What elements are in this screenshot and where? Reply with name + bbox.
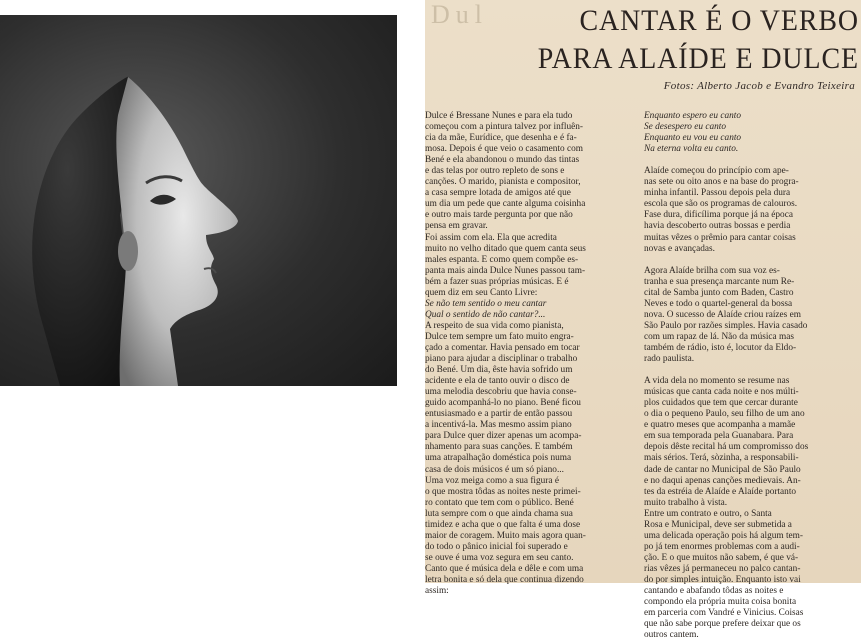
article-line: maior de coragem. Muito mais agora quan- xyxy=(425,530,586,541)
article-line: tes da estréia de Alaíde e Alaíde portanto xyxy=(644,486,797,497)
article-column-right xyxy=(644,111,858,641)
newspaper-clipping xyxy=(425,0,861,641)
article-line xyxy=(644,155,858,166)
woman-profile-image xyxy=(0,15,397,386)
article-line: panta mais ainda Dulce Nunes passou tam- xyxy=(425,265,586,276)
article-line: Agora Alaíde brilha com sua voz es- xyxy=(644,265,780,276)
article-line: rado paulista. xyxy=(644,354,695,365)
article-line: muito trabalho à vista. xyxy=(644,497,728,508)
article-line: Alaíde começou do princípio com ape- xyxy=(644,166,789,177)
article-line: luta sempre com o que ainda chama sua xyxy=(425,508,573,519)
article-line xyxy=(644,365,858,376)
article-line: e outro mais tarde pergunta por que não xyxy=(425,210,573,221)
article-line: também de rádio, isto é, locutor da Eldo- xyxy=(644,342,797,353)
article-line: pensa em gravar. xyxy=(425,221,488,232)
article-line: cital de Samba junto com Baden, Castro xyxy=(644,287,794,298)
article-line: Neves e todo o quartel-general da bossa xyxy=(644,298,793,309)
headline-line-2: PARA ALAÍDE E DULCE xyxy=(537,42,859,75)
portrait-photo xyxy=(0,15,397,386)
article-line: Bené e ela abandonou o mundo das tintas xyxy=(425,155,580,166)
article-line: minha infantil. Passou depois pela dura xyxy=(644,188,791,199)
article-line: havia descoberto outras bossas e perdia xyxy=(644,221,791,232)
headline-line-1: CANTAR É O VERBO xyxy=(579,4,859,37)
article-line: depois dêste recital há um compromisso dos xyxy=(644,442,809,453)
article-line: Qual o sentido de não cantar?... xyxy=(425,309,546,320)
show-through-text: Dul xyxy=(431,0,488,29)
article-line: o que mostra tôdas as noites neste primei- xyxy=(425,486,581,497)
article-line xyxy=(644,255,858,266)
article-line: e quatro meses que acompanha a mamãe xyxy=(644,420,796,431)
article-line: a casa sempre lotada de amigos até que xyxy=(425,188,571,199)
article-line: nhamento para suas canções. E também xyxy=(425,442,573,453)
article-column-left xyxy=(425,111,633,597)
article-line: casa de dois músicos é um só piano... xyxy=(425,464,564,475)
article-line: em parceria com Vandré e Vinicius. Coisas xyxy=(644,608,804,619)
article-line: ção. E o que muitos não sabem, é que vá- xyxy=(644,552,799,563)
article-line: muito no velho ditado que quem canta seus xyxy=(425,243,586,254)
article-line: uma atrapalhação doméstica pois numa xyxy=(425,453,572,464)
article-line: bém a fazer suas próprias músicas. E é xyxy=(425,276,569,287)
article-line: Dulce tem sempre um fato muito engra- xyxy=(425,331,574,342)
article-line: São Paulo por razões simples. Havia casado xyxy=(644,320,808,331)
article-line: Na eterna volta eu canto. xyxy=(644,144,739,155)
article-line: um dia um pede que cante alguma coisinha xyxy=(425,199,586,210)
article-line: cantando e abafando tôdas as noites e xyxy=(644,586,784,597)
article-line: do Bené. Um dia, êste havia sofrido um xyxy=(425,365,573,376)
article-line: entusiasmado e a partir de então passou xyxy=(425,409,573,420)
headline xyxy=(513,2,859,78)
article-line: muitas vêzes o prêmio para cantar coisas xyxy=(644,232,796,243)
article-line: ro contato que tem com o público. Bené xyxy=(425,497,574,508)
article-line: e no daqui apenas canções medievais. An- xyxy=(644,475,801,486)
article-line: Entre um contrato e outro, o Santa xyxy=(644,508,772,519)
article-line: timidez e acha que o que falta é uma dose xyxy=(425,519,581,530)
article-line: rias vêzes já permaneceu no palco cantan- xyxy=(644,563,801,574)
article-line: A vida dela no momento se resume nas xyxy=(644,376,790,387)
article-line: males espanta. E como quem compõe es- xyxy=(425,254,579,265)
article-line: cia da mãe, Eurídice, que desenha e é fa- xyxy=(425,133,577,144)
article-line: plos cuidados que tem que cercar durante xyxy=(644,398,798,409)
article-line: Rosa e Municipal, deve ser submetida a xyxy=(644,519,792,530)
article-line: uma delicada operação pois há algum tem- xyxy=(644,530,804,541)
article-line: com um rapaz de lá. Não da música mas xyxy=(644,331,794,342)
article-line: Se não tem sentido o meu cantar xyxy=(425,298,547,309)
article-line: dade de cantar no Municipal de São Paulo xyxy=(644,464,801,475)
article-line: Se desespero eu canto xyxy=(644,122,727,133)
article-line: tranha e sua presença marcante num Re- xyxy=(644,276,795,287)
article-line: A respeito de sua vida como pianista, xyxy=(425,320,564,331)
article-line: piano para ajudar a disciplinar o trabalho xyxy=(425,354,578,365)
article-line: o dia o pequeno Paulo, seu filho de um ano xyxy=(644,409,805,420)
article-line: mosa. Depois é que veio o casamento com xyxy=(425,144,584,155)
article-line: Foi assim com ela. Ela que acredita xyxy=(425,232,557,243)
article-line: a incentivá-la. Mas mesmo assim piano xyxy=(425,420,572,431)
article-line: acidente e ela de tanto ouvir o disco de xyxy=(425,376,570,387)
article-line: em sua temporada pela Guanabara. Para xyxy=(644,431,794,442)
article-line: começou com a pintura talvez por influên- xyxy=(425,122,583,133)
article-line: do por simples intuição. Enquanto isto vai xyxy=(644,574,801,585)
article-line: se ouve é uma voz segura em seu canto. xyxy=(425,552,574,563)
article-line: nova. O sucesso de Alaíde criou raízes em xyxy=(644,309,801,320)
article-line: escola que são os programas de calouros. xyxy=(644,199,798,210)
article-line: músicas que canta cada noite e nos múlti- xyxy=(644,387,799,398)
article-line: nas sete ou oito anos e na base do progra- xyxy=(644,177,799,188)
article-line: po já tem enormes problemas com a audi- xyxy=(644,541,800,552)
article-line: Enquanto eu vou eu canto xyxy=(644,133,742,144)
article-line: para Dulce quer dizer apenas um acompa- xyxy=(425,431,582,442)
article-line: Dulce é Bressane Nunes e para ela tudo xyxy=(425,111,573,121)
article-line: Uma voz meiga como a sua figura é xyxy=(425,475,559,486)
article-line: outros cantem. xyxy=(644,630,699,641)
article-line: novas e avançadas. xyxy=(644,243,715,254)
article-line: do todo o pânico inicial foi superado e xyxy=(425,541,568,552)
article-line: compondo ela própria muita coisa bonita xyxy=(644,597,797,608)
article-line: uma melodia descobriu que havia conse- xyxy=(425,387,577,398)
article-line: Fase dura, dificílima porque já na época xyxy=(644,210,793,221)
article-line: letra bonita e só dela que continua dizendo xyxy=(425,574,584,585)
article-line: canções. O marido, pianista e compositor, xyxy=(425,177,581,188)
article-line: çado a comentar. Havia pensado em tocar xyxy=(425,342,580,353)
article-line: guido acompanhá-lo no piano. Bené ficou xyxy=(425,398,581,409)
article-line: assim: xyxy=(425,586,449,597)
article-line: Enquanto espero eu canto xyxy=(644,111,741,121)
article-line: que não sabe porque prefere deixar que os xyxy=(644,619,801,630)
article-line: quem diz em seu Canto Livre: xyxy=(425,287,538,298)
photo-credit: Fotos: Alberto Jacob e Evandro Teixeira xyxy=(663,80,855,92)
article-line: mais sérios. Terá, sòzinha, a responsabili- xyxy=(644,453,799,464)
article-line: Canto que é música dela e dêle e com uma xyxy=(425,563,584,574)
article-line: e das telas por outro repleto de sons e xyxy=(425,166,565,177)
